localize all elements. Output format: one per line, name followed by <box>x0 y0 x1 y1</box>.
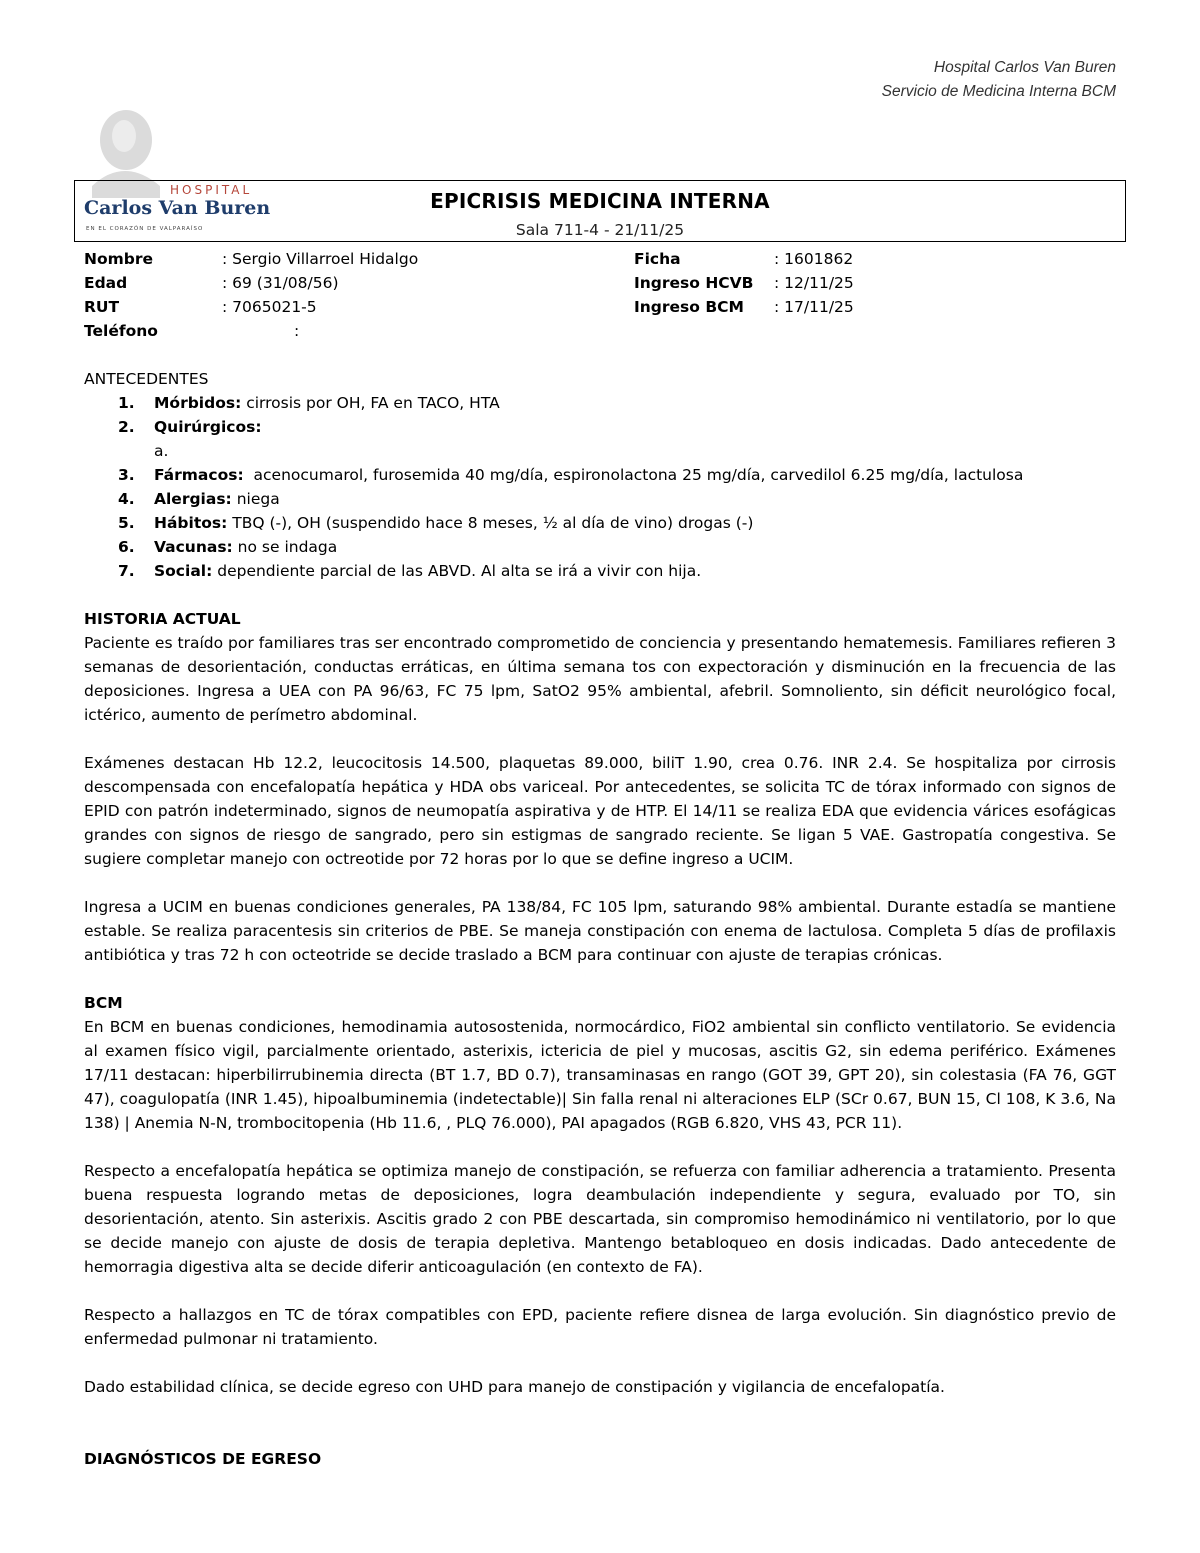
item-label: Fármacos: <box>154 466 244 484</box>
list-item <box>84 415 1116 439</box>
item-text: niega <box>231 490 280 508</box>
bcm-paragraph-3: Respecto a hallazgos en TC de tórax compatibles con EPD, paciente refiere disnea de larga evolución. Sin diagnóstico previo de enfermedad pulmonar ni tratamiento. <box>84 1306 1116 1348</box>
historia-title: HISTORIA ACTUAL <box>84 610 241 628</box>
document-title: EPICRISIS MEDICINA INTERNA <box>430 189 770 213</box>
ingreso-bcm-label: Ingreso BCM <box>634 298 744 316</box>
list-item <box>84 391 1116 415</box>
logo-name-text: Carlos Van Buren <box>84 197 271 219</box>
item-text: dependiente parcial de las ABVD. Al alta se irá a vivir con hija. <box>212 562 702 580</box>
list-number: 6. <box>118 538 135 556</box>
list-item <box>84 559 1116 583</box>
sub-item-text: a. <box>154 442 169 460</box>
item-text: cirrosis por OH, FA en TACO, HTA <box>241 394 500 412</box>
item-label: Hábitos: <box>154 514 228 532</box>
nombre-label: Nombre <box>84 250 154 268</box>
sub-list-item <box>84 439 1116 463</box>
patient-row <box>84 247 1124 271</box>
telefono-label: Teléfono <box>84 322 158 340</box>
document-body <box>84 367 1116 1471</box>
patient-row <box>84 295 1124 319</box>
logo-small-text: HOSPITAL <box>170 183 253 197</box>
bcm-paragraph-4: Dado estabilidad clínica, se decide egreso con UHD para manejo de constipación y vigilancia de encefalopatía. <box>84 1378 945 1396</box>
ficha-label: Ficha <box>634 250 681 268</box>
historia-paragraph-2: Exámenes destacan Hb 12.2, leucocitosis 14.500, plaquetas 89.000, biliT 1.90, crea 0.76. INR 2.4. Se hospitaliza por cirrosis descompensada con encefalopatía hepática y HDA obs variceal. Por antecedentes, se solicita TC de tórax informado con signos de EPID con patrón indeterminado, signos de neumopatía aspirativa y de HTP. El 14/11 se realiza EDA que evidencia várices esofágicas grandes con signos de riesgo de sangrado, pero sin estigmas de sangrado reciente. Se ligan 5 VAE. Gastropatía congestiva. Se sugiere completar manejo con octreotide por 72 horas por lo que se define ingreso a UCIM. <box>84 754 1116 868</box>
edad-label: Edad <box>84 274 128 292</box>
list-number: 7. <box>118 562 135 580</box>
list-number: 5. <box>118 514 135 532</box>
list-number: 2. <box>118 418 135 436</box>
rut-value: : 7065021-5 <box>222 298 317 316</box>
service-name: Servicio de Medicina Interna BCM <box>881 83 1116 100</box>
list-item <box>84 535 1116 559</box>
ingreso-hcvb-label: Ingreso HCVB <box>634 274 754 292</box>
rut-label: RUT <box>84 298 120 316</box>
patient-info <box>84 247 1124 343</box>
bcm-paragraph-1: En BCM en buenas condiciones, hemodinamia autosostenida, normocárdico, FiO2 ambiental sin conflicto ventilatorio. Se evidencia al examen físico vigil, parcialmente orientado, asterixis, ictericia de piel y mucosas, ascitis G2, sin edema periférico. Exámenes 17/11 destacan: hiperbilirrubinemia directa (BT 1.7, BD 0.7), transaminasas en rango (GOT 39, GPT 20), sin colestasia (FA 76, GGT 47), coagulopatía (INR 1.45), hipoalbuminemia (indetectable)| Sin falla renal ni alteraciones ELP (SCr 0.67, BUN 15, Cl 108, K 3.6, Na 138) | Anemia N-N, trombocitopenia (Hb 11.6, , PLQ 76.000), PAI apagados (RGB 6.820, VHS 43, PCR 11). <box>84 1018 1116 1132</box>
patient-row <box>84 271 1124 295</box>
diagnosticos-title: DIAGNÓSTICOS DE EGRESO <box>84 1450 322 1468</box>
list-item <box>84 487 1116 511</box>
item-text: acenocumarol, furosemida 40 mg/día, espironolactona 25 mg/día, carvedilol 6.25 mg/día, lactulosa <box>243 466 1024 484</box>
item-text: no se indaga <box>232 538 338 556</box>
historia-paragraph-3: Ingresa a UCIM en buenas condiciones generales, PA 138/84, FC 105 lpm, saturando 98% ambiental. Durante estadía se mantiene estable. Se realiza paracentesis sin criterios de PBE. Se maneja constipación con enema de lactulosa. Completa 5 días de profilaxis antibiótica y tras 72 h con octeotride se decide traslado a BCM para continuar con ajuste de terapias crónicas. <box>84 898 1116 964</box>
edad-value: : 69 (31/08/56) <box>222 274 339 292</box>
telefono-value: : <box>294 322 300 340</box>
item-label: Social: <box>154 562 213 580</box>
historia-paragraph-1: Paciente es traído por familiares tras ser encontrado comprometido de conciencia y presentando hematemesis. Familiares refieren 3 semanas de desorientación, conductas erráticas, en última semana tos con expectoración y disminución en la frecuencia de las deposiciones. Ingresa a UEA con PA 96/63, FC 75 lpm, SatO2 95% ambiental, afebril. Somnoliento, sin déficit neurológico focal, ictérico, aumento de perímetro abdominal. <box>84 634 1116 724</box>
ingreso-hcvb-value: : 12/11/25 <box>774 274 854 292</box>
nombre-value: : Sergio Villarroel Hidalgo <box>222 250 419 268</box>
antecedentes-list <box>84 391 1116 583</box>
hospital-header <box>882 56 1116 104</box>
item-label: Vacunas: <box>154 538 233 556</box>
list-number: 1. <box>118 394 135 412</box>
title-box <box>74 180 1126 242</box>
item-label: Mórbidos: <box>154 394 242 412</box>
bcm-paragraph-2: Respecto a encefalopatía hepática se optimiza manejo de constipación, se refuerza con familiar adherencia a tratamiento. Presenta buena respuesta logrando metas de deposiciones, logra deambulación independiente y segura, evaluado por TO, sin desorientación, atento. Sin asterixis. Ascitis grado 2 con PBE descartada, sin compromiso hemodinámico ni ventilatorio, por lo que se decide manejo con ajuste de dosis de terapia depletiva. Mantengo betabloqueo en dosis indicadas. Dado antecedente de hemorragia digestiva alta se decide diferir anticoagulación (en contexto de FA). <box>84 1162 1116 1276</box>
item-label: Quirúrgicos: <box>154 418 262 436</box>
list-item <box>84 511 1116 535</box>
ficha-value: : 1601862 <box>774 250 854 268</box>
logo-tagline-text: EN EL CORAZÓN DE VALPARAÍSO <box>86 226 204 232</box>
antecedentes-title: ANTECEDENTES <box>84 370 209 388</box>
bcm-title: BCM <box>84 994 123 1012</box>
list-number: 3. <box>118 466 135 484</box>
item-label: Alergias: <box>154 490 232 508</box>
list-item <box>84 463 1116 487</box>
list-number: 4. <box>118 490 135 508</box>
patient-row <box>84 319 1124 343</box>
document-subtitle: Sala 711-4 - 21/11/25 <box>515 221 685 239</box>
item-text: TBQ (-), OH (suspendido hace 8 meses, ½ al día de vino) drogas (-) <box>227 514 754 532</box>
ingreso-bcm-value: : 17/11/25 <box>774 298 854 316</box>
hospital-name: Hospital Carlos Van Buren <box>933 59 1116 76</box>
